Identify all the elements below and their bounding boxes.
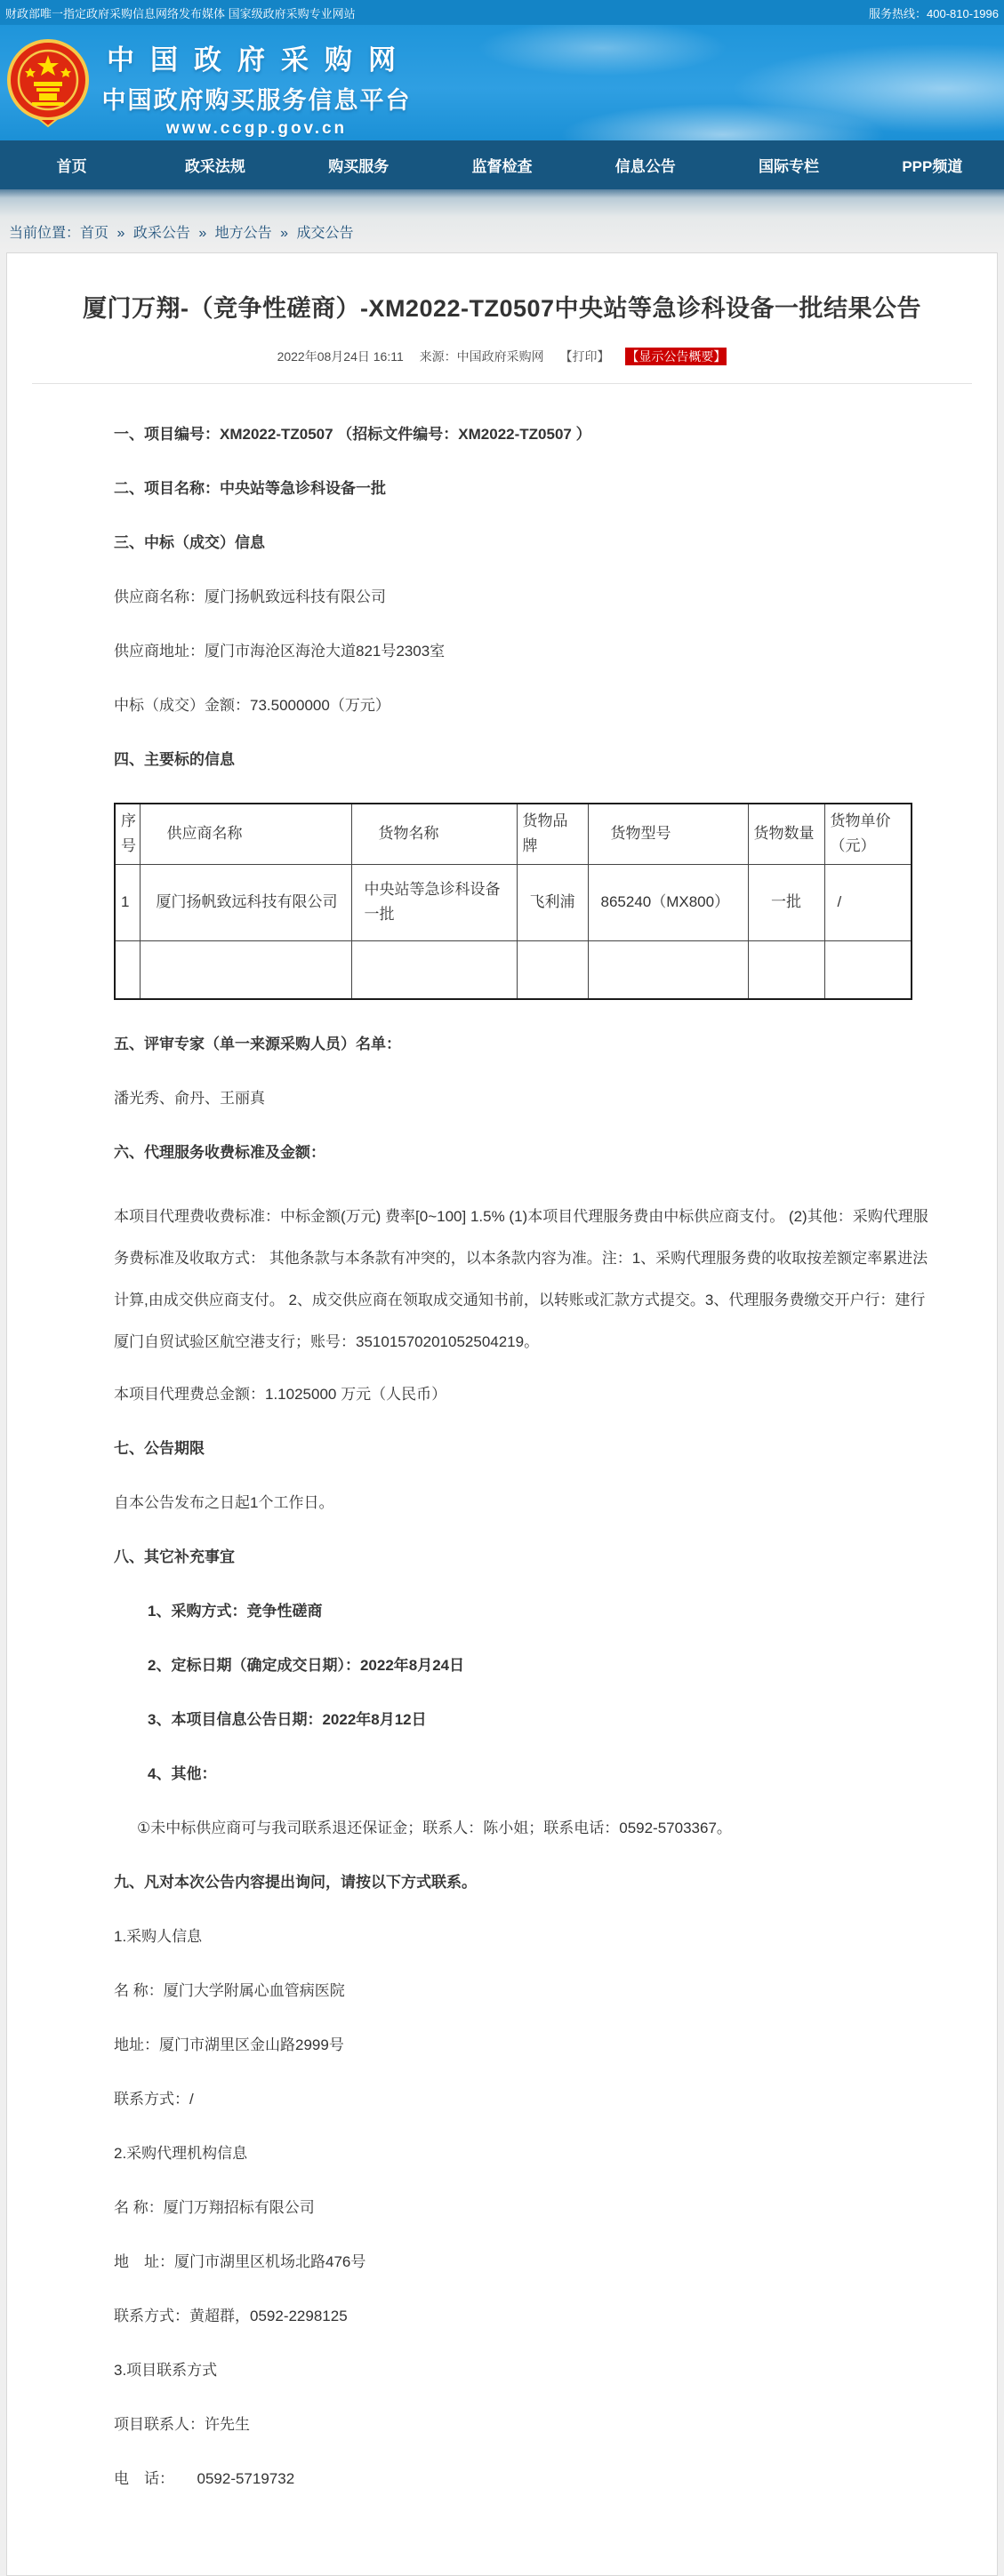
section-5-experts-heading: 五、评审专家（单一来源采购人员）名单： (114, 1036, 401, 1052)
national-emblem-icon (7, 37, 89, 130)
section-3-award-info-heading: 三、中标（成交）信息 (114, 534, 265, 551)
supplier-address: 供应商地址：厦门市海沧区海沧大道821号2303室 (114, 643, 446, 660)
cell-empty (140, 940, 351, 999)
breadcrumb-deal-announcements[interactable]: 成交公告 (296, 226, 354, 241)
supplier-name: 供应商名称：厦门扬帆致远科技有限公司 (114, 588, 386, 605)
col-supplier-name: 供应商名称 (140, 804, 351, 864)
nav-item-supervision[interactable]: 监督检查 (471, 158, 533, 175)
agency-address: 地 址：厦门市湖里区机场北路476号 (114, 2253, 366, 2270)
topbar (0, 0, 1004, 25)
agency-info-heading: 2.采购代理机构信息 (114, 2145, 248, 2162)
expert-names: 潘光秀、俞丹、王丽真 (114, 1090, 265, 1107)
nav-item-procurement-laws[interactable]: 政采法规 (184, 158, 245, 175)
service-hotline: 服务热线：400-810-1996 (869, 6, 999, 20)
cell-serial-number: 1 (115, 864, 140, 940)
table-row-empty (115, 940, 912, 999)
section-4-subject-info-heading: 四、主要标的信息 (114, 751, 235, 768)
purchaser-info-heading: 1.采购人信息 (114, 1928, 203, 1945)
purchaser-contact: 联系方式：/ (114, 2091, 194, 2108)
nav-item-announcements[interactable]: 信息公告 (614, 158, 676, 175)
section-9-contact-heading: 九、凡对本次公告内容提出询问，请按以下方式联系。 (114, 1874, 477, 1891)
agency-fee-details: 本项目代理费收费标准：中标金额(万元) 费率[0~100] 1.5% (1)本项目代理服务费由中标供应商支付。 (2)其他：采购代理服务费标准及收取方式： 其他条款与本条款有冲突的，以本条款内容为准。注：1、采购代理服务费的收取按差额定率累进法计算,由成交供应商支付。 2、成交供应商在领取成交通知书前，以转账或汇款方式提交。3、代理服务费缴交开户行：建行厦门自贸试验区航空港支行；账号：35101570201052504219。 (114, 1208, 928, 1350)
site-name: 中国政府采购网 (107, 44, 412, 76)
cell-empty (588, 940, 748, 999)
agency-name: 名 称：厦门万翔招标有限公司 (114, 2199, 315, 2216)
agency-fee-total: 本项目代理费总金额：1.1025000 万元（人民币） (114, 1386, 447, 1403)
cell-goods-quantity: 一批 (748, 864, 824, 940)
supplementary-other: 4、其他： (148, 1765, 217, 1782)
breadcrumb-separator: » (280, 226, 289, 241)
project-contact-heading: 3.项目联系方式 (114, 2362, 218, 2379)
col-goods-quantity: 货物数量 (748, 804, 824, 864)
agency-contact: 联系方式：黄超群，0592-2298125 (114, 2308, 348, 2324)
table-row (115, 864, 912, 940)
nav-item-ppp-channel[interactable]: PPP频道 (902, 158, 963, 175)
article-source: 来源：中国政府采购网 (419, 349, 544, 364)
breadcrumb (0, 189, 1004, 251)
col-goods-brand: 货物品牌 (517, 804, 588, 864)
cell-goods-model: 865240（MX800） (588, 864, 748, 940)
site-banner (0, 25, 1004, 140)
cell-empty (115, 940, 140, 999)
col-goods-unit-price: 货物单价（元） (824, 804, 912, 864)
cell-empty (517, 940, 588, 999)
breadcrumb-local-announcements[interactable]: 地方公告 (214, 226, 272, 241)
section-1-project-number: 一、项目编号：XM2022-TZ0507 （招标文件编号：XM2022-TZ0507 ） (114, 426, 591, 443)
nav-item-international[interactable]: 国际专栏 (759, 158, 820, 175)
section-6-agency-fee-heading: 六、代理服务收费标准及金额： (114, 1144, 325, 1161)
breadcrumb-procurement-announcements[interactable]: 政采公告 (133, 226, 190, 241)
col-serial-number: 序号 (115, 804, 140, 864)
announcement-article (6, 252, 998, 2576)
cell-empty (351, 940, 517, 999)
award-details-table (114, 803, 912, 1000)
breadcrumb-separator: » (116, 226, 125, 241)
project-contact-person: 项目联系人：许先生 (114, 2416, 250, 2433)
breadcrumb-separator: » (198, 226, 207, 241)
print-button[interactable]: 【打印】 (559, 349, 610, 364)
page-title: 厦门万翔-（竞争性磋商）-XM2022-TZ0507中央站等急诊科设备一批结果公告 (82, 295, 922, 322)
site-url: www.ccgp.gov.cn (165, 119, 348, 138)
supplementary-award-date: 2、定标日期（确定成交日期）：2022年8月24日 (148, 1657, 465, 1674)
topbar-slogan: 财政部唯一指定政府采购信息网络发布媒体 国家级政府采购专业网站 (5, 6, 356, 20)
section-7-announcement-period-heading: 七、公告期限 (114, 1440, 205, 1457)
col-goods-name: 货物名称 (351, 804, 517, 864)
main-nav (0, 140, 1004, 189)
purchaser-address: 地址：厦门市湖里区金山路2999号 (114, 2036, 344, 2053)
publish-datetime: 2022年08月24日 16:11 (277, 349, 404, 364)
cell-empty (748, 940, 824, 999)
nav-item-home[interactable]: 首页 (56, 158, 87, 175)
cell-goods-brand: 飞利浦 (517, 864, 588, 940)
section-2-project-name: 二、项目名称：中央站等急诊科设备一批 (114, 480, 386, 497)
supplementary-procurement-method: 1、采购方式：竞争性磋商 (148, 1603, 323, 1620)
show-summary-button[interactable]: 【显示公告概要】 (626, 349, 727, 364)
cell-goods-name: 中央站等急诊科设备一批 (351, 864, 517, 940)
deposit-refund-note: ①未中标供应商可与我司联系退还保证金；联系人：陈小姐；联系电话：0592-5703367。 (137, 1820, 732, 1836)
col-goods-model: 货物型号 (588, 804, 748, 864)
article-meta (7, 348, 997, 365)
cell-goods-unit-price: / (824, 864, 912, 940)
table-header-row (115, 804, 912, 864)
nav-item-purchase-services[interactable]: 购买服务 (328, 158, 390, 175)
breadcrumb-home[interactable]: 首页 (80, 226, 109, 241)
announcement-period-text: 自本公告发布之日起1个工作日。 (114, 1494, 334, 1511)
award-amount: 中标（成交）金额：73.5000000（万元） (114, 697, 390, 714)
supplementary-info-publish-date: 3、本项目信息公告日期：2022年8月12日 (148, 1711, 427, 1728)
breadcrumb-label: 当前位置： (9, 226, 81, 241)
cell-supplier-name: 厦门扬帆致远科技有限公司 (140, 864, 351, 940)
section-8-supplementary-heading: 八、其它补充事宜 (114, 1548, 235, 1565)
project-contact-phone: 电 话： 0592-5719732 (114, 2470, 295, 2487)
cell-empty (824, 940, 912, 999)
purchaser-name: 名 称：厦门大学附属心血管病医院 (114, 1982, 345, 1999)
site-subtitle: 中国政府购买服务信息平台 (101, 87, 412, 114)
article-body (7, 384, 997, 2575)
